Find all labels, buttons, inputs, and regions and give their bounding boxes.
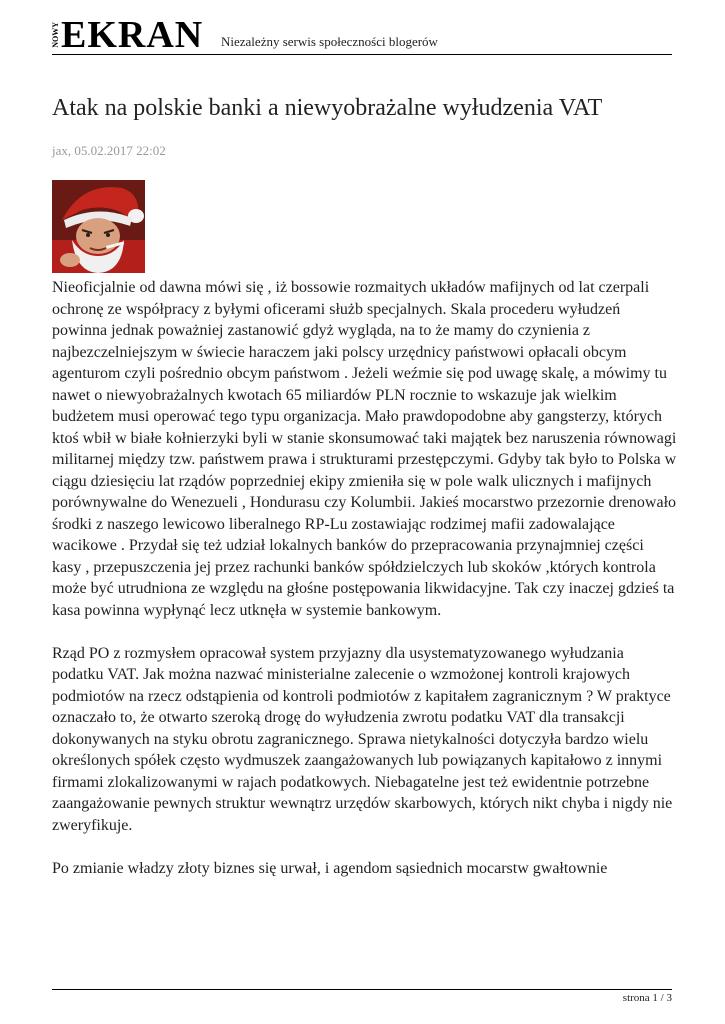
- article-paragraph: Nieoficjalnie od dawna mówi się , iż bossowie rozmaitych układów mafijnych od lat czerpali ochronę ze współpracy z byłymi oficerami służb specjalnych. Skala procederu wyłudzeń powinna jednak poważniej zastanowić gdyż wygląda, na to że mamy do czynienia z najbezczelniejszym w świecie haraczem jaki polscy urzędnicy państwowi opłacali obcym agenturom czyli pośrednio obcym państwom . Jeżeli weźmie się pod uwagę skalę, a mówimy tu nawet o niewyobrażalnych kwotach 65 miliardów PLN rocznie to wskazuje jak wielkim budżetem musi operować tego typu organizacja. Mało prawdopodobne aby gangsterzy, których ktoś wbił w białe kołnierzyki byli w stanie skonsumować taki majątek bez naruszenia równowagi militarnej między tzw. państwem prawa i strukturami przestępczymi. Gdyby tak było to Polska w ciągu dziesięciu lat rządów poprzedniej ekipy zmieniła się w pole walk ulicznych i mafijnych porównywalne do Wenezueli , Hondurasu czy Kolumbii. Jakieś mocarstwo przezornie drenowało środki z naszego lewicowo liberalnego RP-Lu zostawiając rodzimej mafii zadowalające wacikowe . Przydał się też udział lokalnych banków do przepracowania przynajmniej części kasy , przepuszczenia jej przez rachunki banków spółdzielczych lub skoków ,których kontrola może być utrudniona ze względu na głośne postępowania likwidacyjne. Tak czy inaczej gdzieś ta kasa powinna wypłynąć lecz utknęła w systemie bankowym.: [52, 279, 677, 619]
- page-footer: [52, 989, 672, 1004]
- site-header: [52, 14, 672, 55]
- site-tagline: Niezależny serwis społeczności blogerów: [221, 34, 438, 49]
- page-number: strona 1 / 3: [622, 992, 672, 1004]
- logo-small-text: NOWY: [51, 22, 60, 48]
- article-body: [52, 277, 677, 901]
- article-paragraph: Rząd PO z rozmysłem opracował system przyjazny dla usystematyzowanego wyłudzania podatku VAT. Jak można nazwać ministerialne zalecenie o wzmożonej kontroli krajowych podmiotów na rzecz odstąpienia od kontroli podmiotów z kapitałem zagranicznym ? W praktyce oznaczało to, że otwarto szeroką drogę do wyłudzenia zwrotu podatku VAT dla transakcji dokonywanych na styku obrotu zagranicznego. Sprawa nietykalności dotyczyła bardzo wielu określonych spółek często wydmuszek zaangażowanych lub powiązanych kapitałowo z innymi firmami zlokalizowanymi w rajach podatkowych. Niebagatelne jest też ewidentnie potrzebne zaangażowanie pewnych struktur wewnątrz urzędów skarbowych, których nikt chyba i nigdy nie zweryfikuje.: [52, 644, 673, 834]
- article-meta: jax, 05.02.2017 22:02: [52, 143, 166, 158]
- logo-main-text: EKRAN: [61, 14, 204, 56]
- santa-avatar-icon: [52, 180, 145, 273]
- article-title: Atak na polskie banki a niewyobrażalne wyłudzenia VAT: [52, 95, 603, 121]
- site-logo[interactable]: [51, 14, 204, 56]
- article-paragraph: Po zmianie władzy złoty biznes się urwał, i agendom sąsiednich mocarstw gwałtownie: [52, 859, 608, 877]
- author-avatar: [52, 180, 145, 273]
